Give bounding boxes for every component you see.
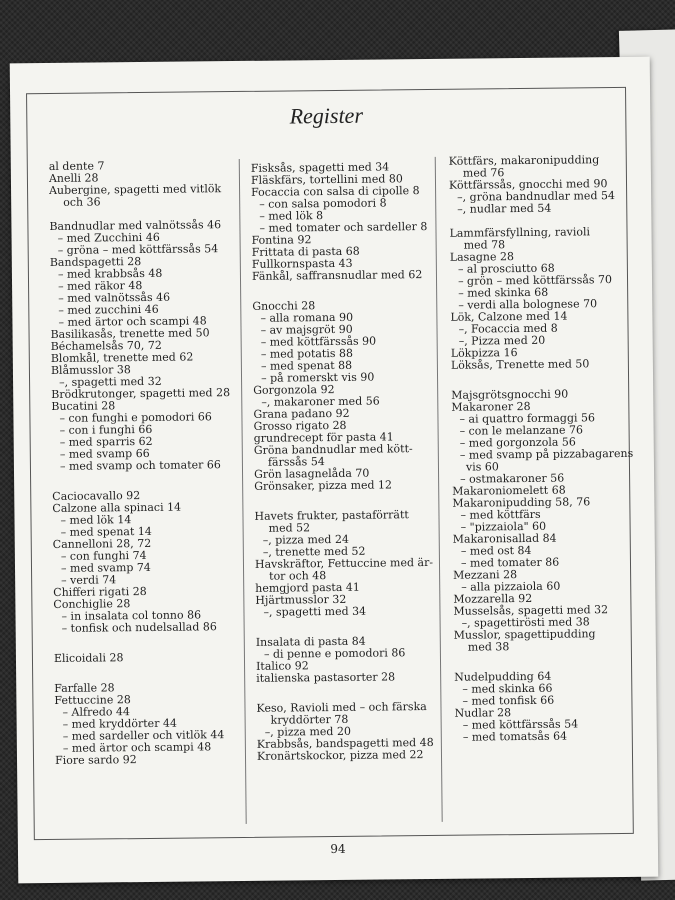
index-entry: Insalata di pasta 84 (255, 634, 366, 649)
index-entry: – verdi alla bolognese 70 (458, 297, 598, 312)
index-entry: Makaronisallad 84 (452, 531, 557, 546)
index-entry: Nudlar 28 (454, 706, 512, 720)
index-entry: Musslor, spagettipudding (453, 627, 596, 642)
index-entry: Mezzani 28 (453, 568, 518, 582)
index-entry: – med svamp och tomater 66 (59, 458, 221, 473)
index-spacer (54, 663, 244, 683)
index-entry: Fläskfärs, tortellini med 80 (250, 172, 403, 187)
index-entry: – med zucchini 46 (58, 302, 159, 317)
index-entry: Aubergine, spagetti med vitlök (48, 182, 222, 197)
index-entry: vis 60 (465, 460, 499, 474)
index-entry: – med tomatsås 64 (462, 729, 568, 744)
index-entry: –, trenette med 52 (262, 544, 366, 559)
index-entry: Gorgonzola 92 (253, 382, 335, 397)
page-title: Register (289, 102, 364, 129)
index-entry: – ai quattro formaggi 56 (459, 411, 596, 426)
index-entry: – con funghi e pomodori 66 (59, 410, 212, 425)
index-entry: – med kryddörter 44 (62, 716, 177, 731)
index-entry: Grönsaker, pizza med 12 (254, 478, 393, 493)
index-entry: – med sparris 62 (59, 434, 153, 449)
index-entry: Basilikasås, trenette med 50 (50, 326, 210, 341)
index-entry: Havets frukter, pastaförrätt (254, 508, 409, 523)
index-entry: – gröna – med köttfärssås 54 (57, 242, 219, 257)
index-entry: – in insalata col tonno 86 (61, 608, 202, 623)
index-entry: italienska pastasorter 28 (256, 670, 396, 685)
index-entry: – med svamp 74 (60, 560, 151, 575)
index-entry: Calzone alla spinaci 14 (52, 500, 182, 515)
index-entry: Grana padano 92 (253, 406, 350, 421)
index-entry: – med skinka 66 (462, 681, 553, 696)
index-entry: – med tomater 86 (460, 555, 560, 570)
index-entry: – con salsa pomodori 8 (259, 196, 387, 211)
index-entry: Farfalle 28 (54, 681, 115, 695)
index-entry: Mozzarella 92 (453, 591, 533, 606)
index-entry: – med köttfärs (460, 507, 541, 522)
index-entry: Chifferi rigati 28 (53, 584, 147, 599)
index-entry: Hjärtmusslor 32 (255, 592, 347, 607)
index-entry: – med tomater och sardeller 8 (259, 220, 428, 235)
index-spacer (252, 281, 442, 301)
index-entry: Frittata di pasta 68 (251, 244, 360, 259)
index-entry: – med tonfisk 66 (462, 693, 555, 708)
index-column-3 (449, 154, 645, 744)
index-entry: Gnocchi 28 (252, 299, 316, 313)
index-entry: Fontina 92 (251, 233, 312, 247)
index-entry: – med valnötssås 46 (58, 290, 171, 305)
index-entry: Havskräftor, Fettuccine med är- (254, 555, 434, 571)
index-entry: Nudelpudding 64 (454, 669, 552, 684)
index-entry: – alla romana 90 (260, 310, 354, 325)
index-entry: – med sardeller och vitlök 44 (62, 728, 225, 743)
index-entry: Makaroner 28 (451, 399, 531, 414)
index-entry: – med lök 8 (259, 209, 324, 223)
index-entry: –, spagetti med 32 (58, 374, 162, 389)
index-entry: –, spagettirösti med 38 (461, 615, 590, 630)
index-entry: Cannelloni 28, 72 (52, 536, 152, 551)
index-entry: Caciocavallo 92 (52, 489, 141, 503)
index-entry: Bandspagetti 28 (49, 255, 142, 269)
index-entry: kryddörter 78 (270, 712, 349, 727)
index-entry: –, Pizza med 20 (458, 333, 546, 348)
index-entry: Fettuccine 28 (54, 693, 131, 707)
index-entry: – verdi 74 (61, 573, 117, 587)
index-entry: Löksås, Trenette med 50 (450, 357, 590, 372)
index-entry: – med skinka 68 (458, 285, 549, 300)
index-entry: – med Zucchini 46 (57, 230, 160, 245)
index-entry: Focaccia con salsa di cipolle 8 (251, 184, 420, 199)
index-entry: – ostmakaroner 56 (460, 471, 565, 486)
index-entry: – "pizzaiola" 60 (460, 519, 547, 534)
index-entry: Kronärtskockor, pizza med 22 (256, 748, 424, 763)
index-entry: Bandnudlar med valnötssås 46 (49, 218, 222, 233)
index-column-2 (251, 161, 447, 763)
index-spacer (54, 633, 244, 653)
index-entry: med 38 (467, 640, 510, 654)
index-entry: – di penne e pomodori 86 (263, 646, 406, 661)
index-entry: –, nudlar med 54 (457, 201, 552, 216)
index-entry: Fisksås, spagetti med 34 (250, 160, 390, 175)
index-entry: Conchiglie 28 (53, 597, 131, 611)
index-column-1 (49, 159, 245, 767)
index-entry: Elicoidali 28 (53, 651, 124, 665)
index-entry: –, gröna bandnudlar med 54 (457, 189, 616, 204)
index-entry: –, makaroner med 56 (261, 394, 380, 409)
index-entry: al dente 7 (48, 159, 105, 173)
page-number: 94 (330, 841, 346, 857)
index-entry: – med köttfärssås 54 (462, 717, 579, 732)
index-entry: – con i funghi 66 (59, 422, 153, 437)
index-entry: Köttfärssås, gnocchi med 90 (448, 177, 608, 192)
index-entry: Italico 92 (255, 659, 309, 673)
index-entry: – con funghi 74 (60, 548, 147, 563)
index-entry: – med spenat 88 (260, 358, 353, 373)
index-entry: – alla pizzaiola 60 (461, 579, 561, 594)
index-entry: – med gorgonzola 56 (459, 435, 576, 450)
index-entry: Lasagne 28 (449, 250, 515, 264)
index-entry: Krabbsås, bandspagetti med 48 (256, 735, 434, 751)
index-entry: Bucatini 28 (51, 399, 116, 413)
index-entry: – con le melanzane 76 (459, 423, 584, 438)
index-entry: Keso, Ravioli med – och färska (256, 700, 427, 715)
index-entry: med 78 (463, 238, 506, 252)
index-entry: Anelli 28 (48, 171, 99, 185)
index-entry: Lammfärsfyllning, ravioli (449, 225, 591, 240)
index-entry: Blåmusslor 38 (50, 363, 131, 377)
index-entry: Grön lasagnelåda 70 (253, 466, 370, 481)
index-entry: hemgjord pasta 41 (255, 580, 360, 595)
index-entry: grundrecept för pasta 41 (253, 430, 394, 445)
index-entry: med 76 (462, 166, 505, 180)
index-entry: – med svamp på pizzabagarens (459, 446, 634, 462)
index-entry: Majsgrötsgnocchi 90 (451, 387, 569, 402)
index-entry: – Alfredo 44 (62, 705, 131, 719)
index-entry: – al prosciutto 68 (457, 261, 555, 276)
index-entry: Köttfärs, makaronipudding (448, 153, 600, 168)
index-entry: Lök, Calzone med 14 (450, 309, 568, 324)
index-entry: –, pizza med 20 (264, 724, 351, 739)
index-spacer (254, 491, 444, 511)
index-entry: – med svamp 66 (59, 446, 150, 461)
index-entry: Béchamelsås 70, 72 (50, 338, 162, 353)
index-entry: – grön – med köttfärssås 70 (457, 273, 613, 288)
index-entry: Musselsås, spagetti med 32 (453, 603, 609, 618)
index-entry: Gröna bandnudlar med kött- (253, 442, 413, 457)
index-entry: –, pizza med 24 (262, 532, 349, 547)
index-entry: Blomkål, trenette med 62 (50, 350, 194, 365)
index-entry: Fiore sardo 92 (54, 753, 137, 767)
index-entry: – med lök 14 (60, 513, 132, 527)
index-entry: Grosso rigato 28 (253, 418, 347, 433)
index-entry: med 52 (268, 521, 311, 535)
index-entry: – med ärtor och scampi 48 (58, 314, 207, 329)
index-entry: färssås 54 (267, 455, 325, 469)
index-entry: – på romerskt vis 90 (260, 370, 375, 385)
index-entry: Brödkrutonger, spagetti med 28 (51, 386, 231, 401)
index-entry: Makaronipudding 58, 76 (452, 495, 591, 510)
index-entry: Makaroniomelett 68 (452, 483, 566, 498)
index-spacer (52, 471, 242, 491)
index-entry: tor och 48 (269, 569, 327, 583)
index-entry: – med räkor 48 (57, 278, 143, 293)
index-entry: Fänkål, saffransnudlar med 62 (251, 268, 423, 283)
index-entry: Fullkornspasta 43 (251, 256, 353, 271)
index-entry: – tonfisk och nudelsallad 86 (61, 620, 217, 635)
index-entry: Lökpizza 16 (450, 346, 518, 360)
index-entry: –, Focaccia med 8 (458, 321, 558, 336)
index-entry: –, spagetti med 34 (263, 604, 367, 619)
index-entry: – med köttfärssås 90 (260, 334, 377, 349)
index-entry: – med ost 84 (460, 543, 532, 558)
index-entry: – med ärtor och scampi 48 (62, 740, 212, 755)
index-entry: och 36 (63, 195, 101, 209)
index-entry: – med potatis 88 (260, 346, 354, 361)
index-entry: – av majsgröt 90 (260, 322, 353, 337)
index-entry: – med spenat 14 (60, 524, 152, 539)
index-entry: – med krabbsås 48 (57, 266, 163, 281)
book-page (10, 57, 659, 884)
